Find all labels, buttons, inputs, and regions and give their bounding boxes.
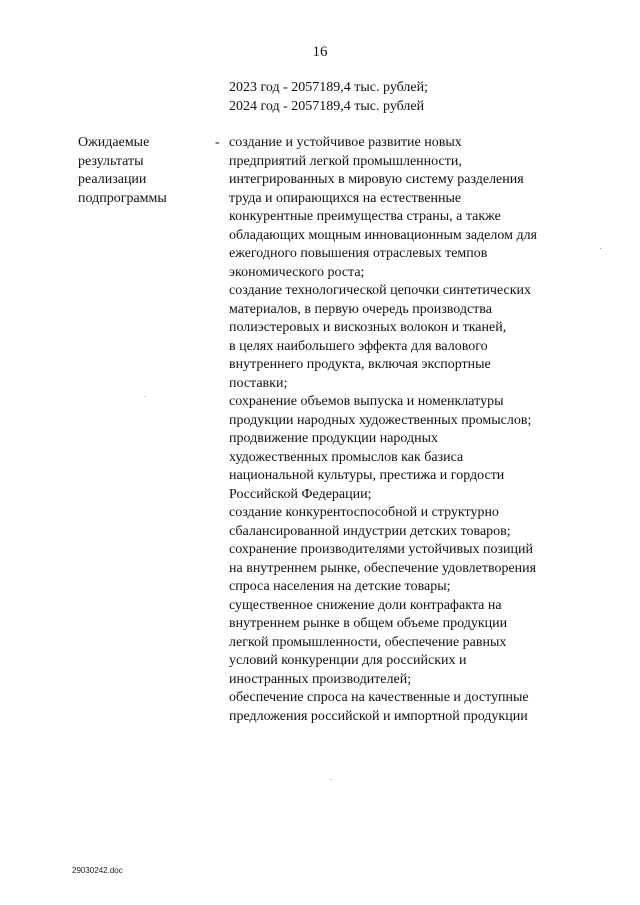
- funding-line-2023: 2023 год - 2057189,4 тыс. рублей;: [229, 80, 429, 95]
- result-text-line: ежегодного повышения отраслевых темпов: [229, 246, 488, 261]
- result-text-line: условий конкуренции для российских и: [229, 653, 467, 668]
- result-text-line: внутреннего продукта, включая экспортные: [229, 357, 491, 372]
- result-text-line: спроса населения на детские товары;: [229, 579, 451, 594]
- result-text-line: создание технологической цепочки синтетических: [229, 283, 532, 298]
- scan-speck: [330, 779, 331, 780]
- result-text-line: обеспечение спроса на качественные и доступные: [229, 690, 529, 705]
- funding-line-2024: 2024 год - 2057189,4 тыс. рублей: [229, 98, 425, 114]
- result-text-line: обладающих мощным инновационным заделом для: [229, 227, 537, 243]
- result-text-line: предложения российской и импортной продукции: [229, 708, 528, 724]
- result-text-line: полиэстеровых и вискозных волокон и тканей,: [229, 320, 507, 335]
- section-label-line: Ожидаемые: [78, 135, 150, 150]
- result-text-line: существенное снижение доли контрафакта на: [229, 597, 502, 613]
- result-text-line: продвижение продукции народных: [229, 431, 439, 446]
- result-text-line: на внутреннем рынке, обеспечение удовлетворения: [229, 560, 537, 576]
- section-label-line: реализации: [78, 172, 147, 187]
- section-label-line: результаты: [78, 153, 144, 169]
- result-text-line: создание и устойчивое развитие новых: [229, 135, 462, 150]
- result-text-line: поставки;: [229, 375, 288, 391]
- section-label: [78, 134, 208, 208]
- page-number: 16: [312, 44, 328, 60]
- section-label-line: подпрограммы: [78, 190, 167, 206]
- footer-file-name: 29030242.doc: [72, 866, 123, 875]
- result-text-line: конкурентные преимущества страны, а также: [229, 209, 501, 224]
- result-text-line: интегрированных в мировую систему разделения: [229, 172, 524, 187]
- result-text-line: создание конкурентоспособной и структурно: [229, 505, 499, 520]
- scan-speck: [145, 396, 146, 397]
- result-text-line: иностранных производителей;: [229, 671, 412, 687]
- result-text-line: предприятий легкой промышленности,: [229, 153, 462, 169]
- expected-results-text: [229, 134, 589, 726]
- result-text-line: внутреннем рынке в общем объеме продукции: [229, 616, 508, 631]
- result-text-line: в целях наибольшего эффекта для валового: [229, 338, 488, 354]
- result-text-line: художественных промыслов как базиса: [229, 449, 464, 465]
- result-text-line: Российской Федерации;: [229, 486, 372, 502]
- result-text-line: материалов, в первую очередь производства: [229, 301, 492, 317]
- result-text-line: сохранение производителями устойчивых позиций: [229, 542, 534, 557]
- result-text-line: сохранение объемов выпуска и номенклатуры: [229, 394, 504, 409]
- list-dash: -: [215, 135, 220, 150]
- result-text-line: национальной культуры, престижа и гордости: [229, 468, 505, 483]
- scan-speck: [600, 248, 601, 249]
- result-text-line: легкой промышленности, обеспечение равных: [229, 634, 507, 650]
- result-text-line: сбалансированной индустрии детских товаров;: [229, 523, 511, 539]
- result-text-line: экономического роста;: [229, 264, 365, 280]
- result-text-line: продукции народных художественных промыслов;: [229, 412, 532, 428]
- result-text-line: труда и опирающихся на естественные: [229, 190, 462, 206]
- funding-block: [229, 79, 428, 116]
